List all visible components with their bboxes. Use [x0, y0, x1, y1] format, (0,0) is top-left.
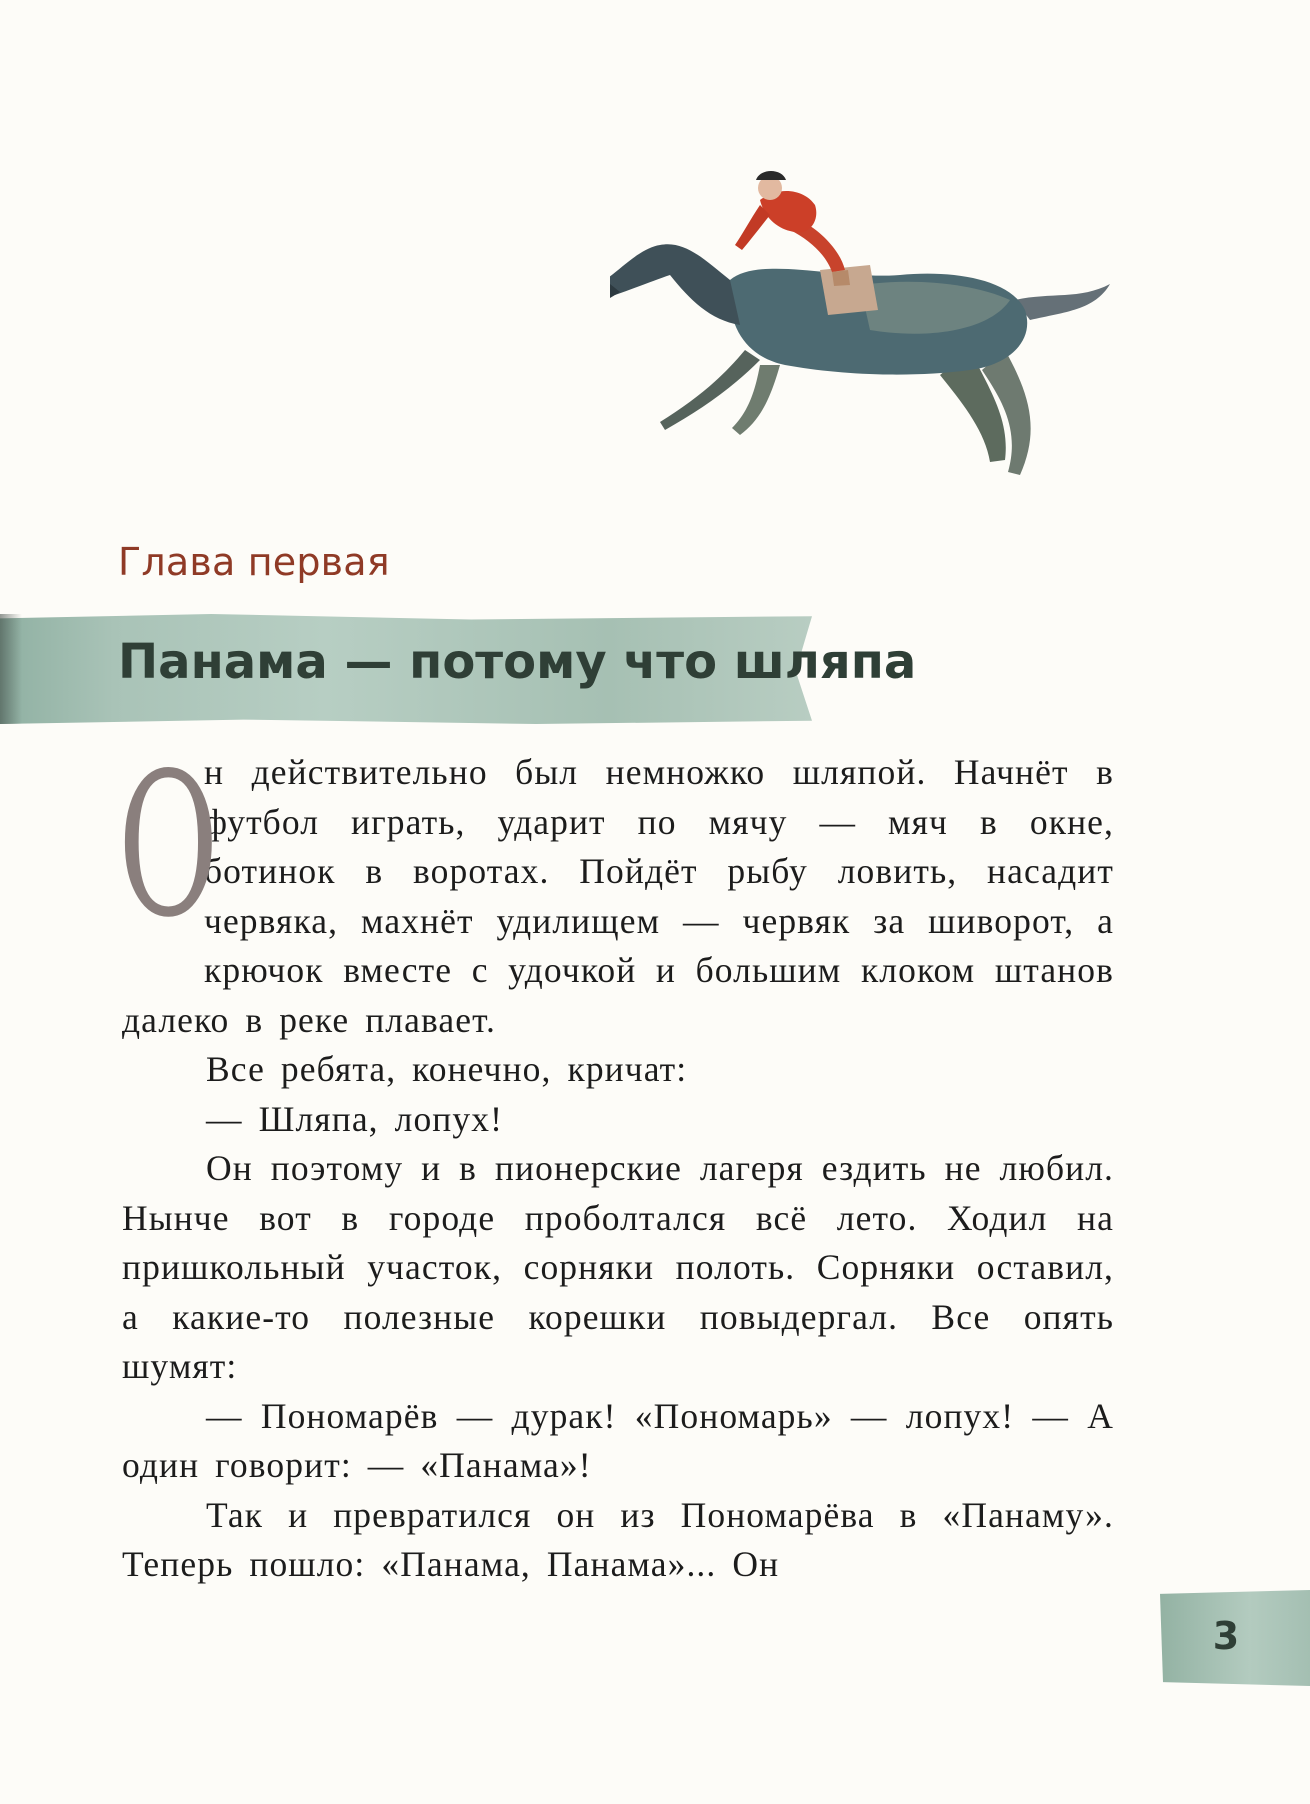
- paragraph-6: Так и превратился он из Пономарёва в «Панаму». Теперь пошло: «Панама, Панама»... Он: [122, 1494, 1114, 1584]
- paragraph-3: — Шляпа, лопух!: [206, 1098, 504, 1139]
- paragraph-4: Он поэтому и в пионерские лагеря ездить не любил. Нынче вот в городе проболтался всё лето. Ходил на пришкольный участок, сорняки полоть. Сорняки оставил, а какие-то полезные корешки повыдергал. Все опять шумят:: [122, 1148, 1114, 1386]
- chapter-label: Глава первая: [118, 540, 390, 584]
- jockey-horse-illustration: [610, 160, 1170, 550]
- body-text: [118, 730, 1114, 1590]
- paragraph-2: Все ребята, конечно, кричат:: [206, 1049, 688, 1089]
- paragraph-5: — Пономарёв — дурак! «Пономарь» — лопух! — А один говорит: — «Панама»!: [122, 1395, 1114, 1485]
- page-number: 3: [1212, 1614, 1240, 1658]
- drop-cap: О: [118, 730, 219, 961]
- binding-shadow: [0, 614, 22, 724]
- chapter-title: Панама — потому что шляпа: [118, 634, 917, 690]
- paragraph-1: [118, 730, 1114, 1045]
- paragraph-1-text: н действительно был немножко шляпой. Начнёт в футбол играть, ударит по мячу — мяч в окне, ботинок в воротах. Пойдёт рыбу ловить, насадит червяка, махнёт удилищем — червяк за шиворот, а крючок вместе с удочкой и большим клоком штанов далеко в реке плавает.: [122, 752, 1114, 1040]
